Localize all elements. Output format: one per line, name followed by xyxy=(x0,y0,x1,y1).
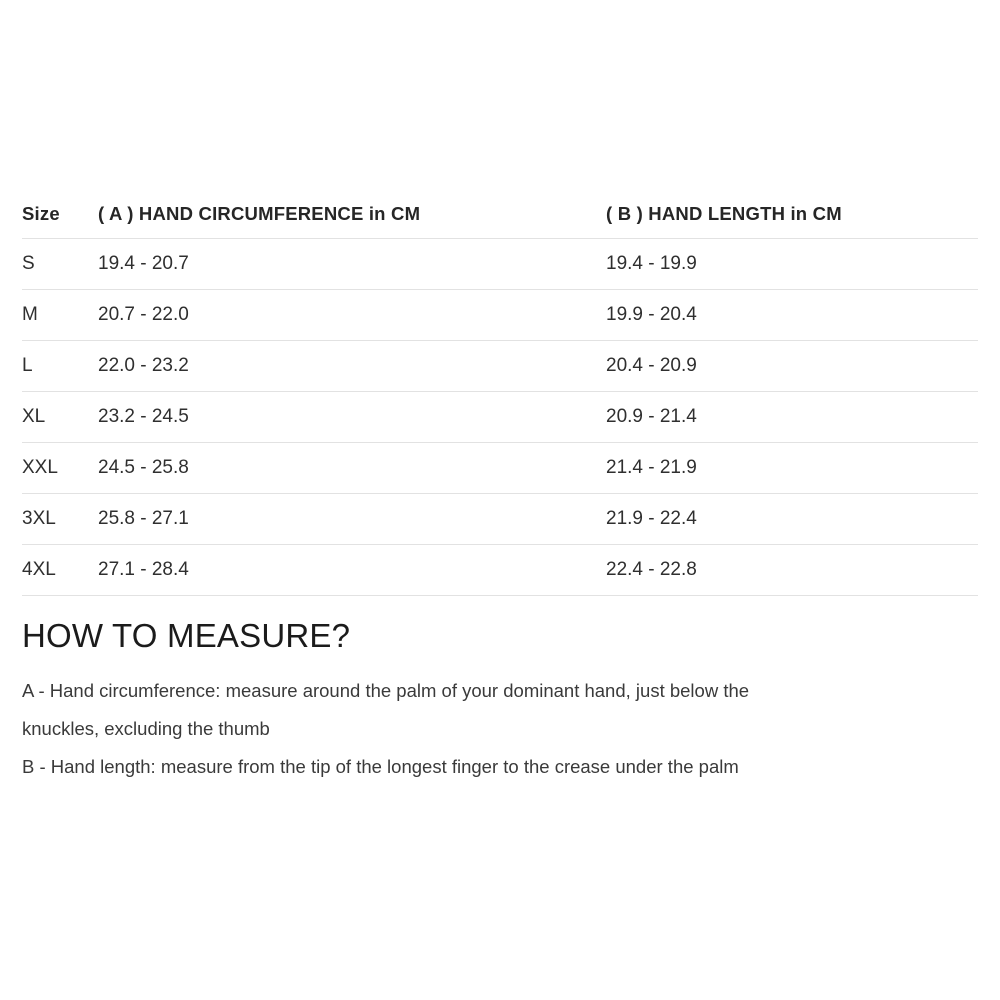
cell-size: L xyxy=(22,341,98,392)
cell-size: XL xyxy=(22,392,98,443)
column-header-size: Size xyxy=(22,190,98,239)
table-row xyxy=(22,494,978,545)
cell-hand-length: 20.9 - 21.4 xyxy=(606,392,978,443)
cell-hand-circumference: 22.0 - 23.2 xyxy=(98,341,606,392)
instruction-line: knuckles, excluding the thumb xyxy=(22,717,270,739)
instruction-line: B - Hand length: measure from the tip of the longest finger to the crease under the palm xyxy=(22,755,739,777)
table-header-row xyxy=(22,190,978,239)
table-row xyxy=(22,239,978,290)
column-header-hand-length: ( B ) HAND LENGTH in CM xyxy=(606,190,978,239)
cell-size: XXL xyxy=(22,443,98,494)
cell-hand-circumference: 27.1 - 28.4 xyxy=(98,545,606,596)
instruction-line: A - Hand circumference: measure around the palm of your dominant hand, just below the xyxy=(22,679,750,701)
column-header-hand-circumference: ( A ) HAND CIRCUMFERENCE in CM xyxy=(98,190,606,239)
cell-size: M xyxy=(22,290,98,341)
table-row xyxy=(22,290,978,341)
how-to-measure-instructions xyxy=(22,672,978,786)
cell-size: 4XL xyxy=(22,545,98,596)
size-guide-content xyxy=(22,190,978,786)
cell-hand-circumference: 23.2 - 24.5 xyxy=(98,392,606,443)
cell-hand-circumference: 19.4 - 20.7 xyxy=(98,239,606,290)
cell-hand-circumference: 25.8 - 27.1 xyxy=(98,494,606,545)
cell-hand-circumference: 24.5 - 25.8 xyxy=(98,443,606,494)
how-to-measure-title: HOW TO MEASURE? xyxy=(22,617,351,654)
size-chart-table xyxy=(22,190,978,596)
table-row xyxy=(22,392,978,443)
table-row xyxy=(22,341,978,392)
cell-hand-length: 22.4 - 22.8 xyxy=(606,545,978,596)
cell-hand-length: 20.4 - 20.9 xyxy=(606,341,978,392)
table-row xyxy=(22,443,978,494)
cell-hand-length: 21.4 - 21.9 xyxy=(606,443,978,494)
cell-size: S xyxy=(22,239,98,290)
table-row xyxy=(22,545,978,596)
cell-size: 3XL xyxy=(22,494,98,545)
cell-hand-length: 21.9 - 22.4 xyxy=(606,494,978,545)
cell-hand-length: 19.4 - 19.9 xyxy=(606,239,978,290)
cell-hand-circumference: 20.7 - 22.0 xyxy=(98,290,606,341)
cell-hand-length: 19.9 - 20.4 xyxy=(606,290,978,341)
